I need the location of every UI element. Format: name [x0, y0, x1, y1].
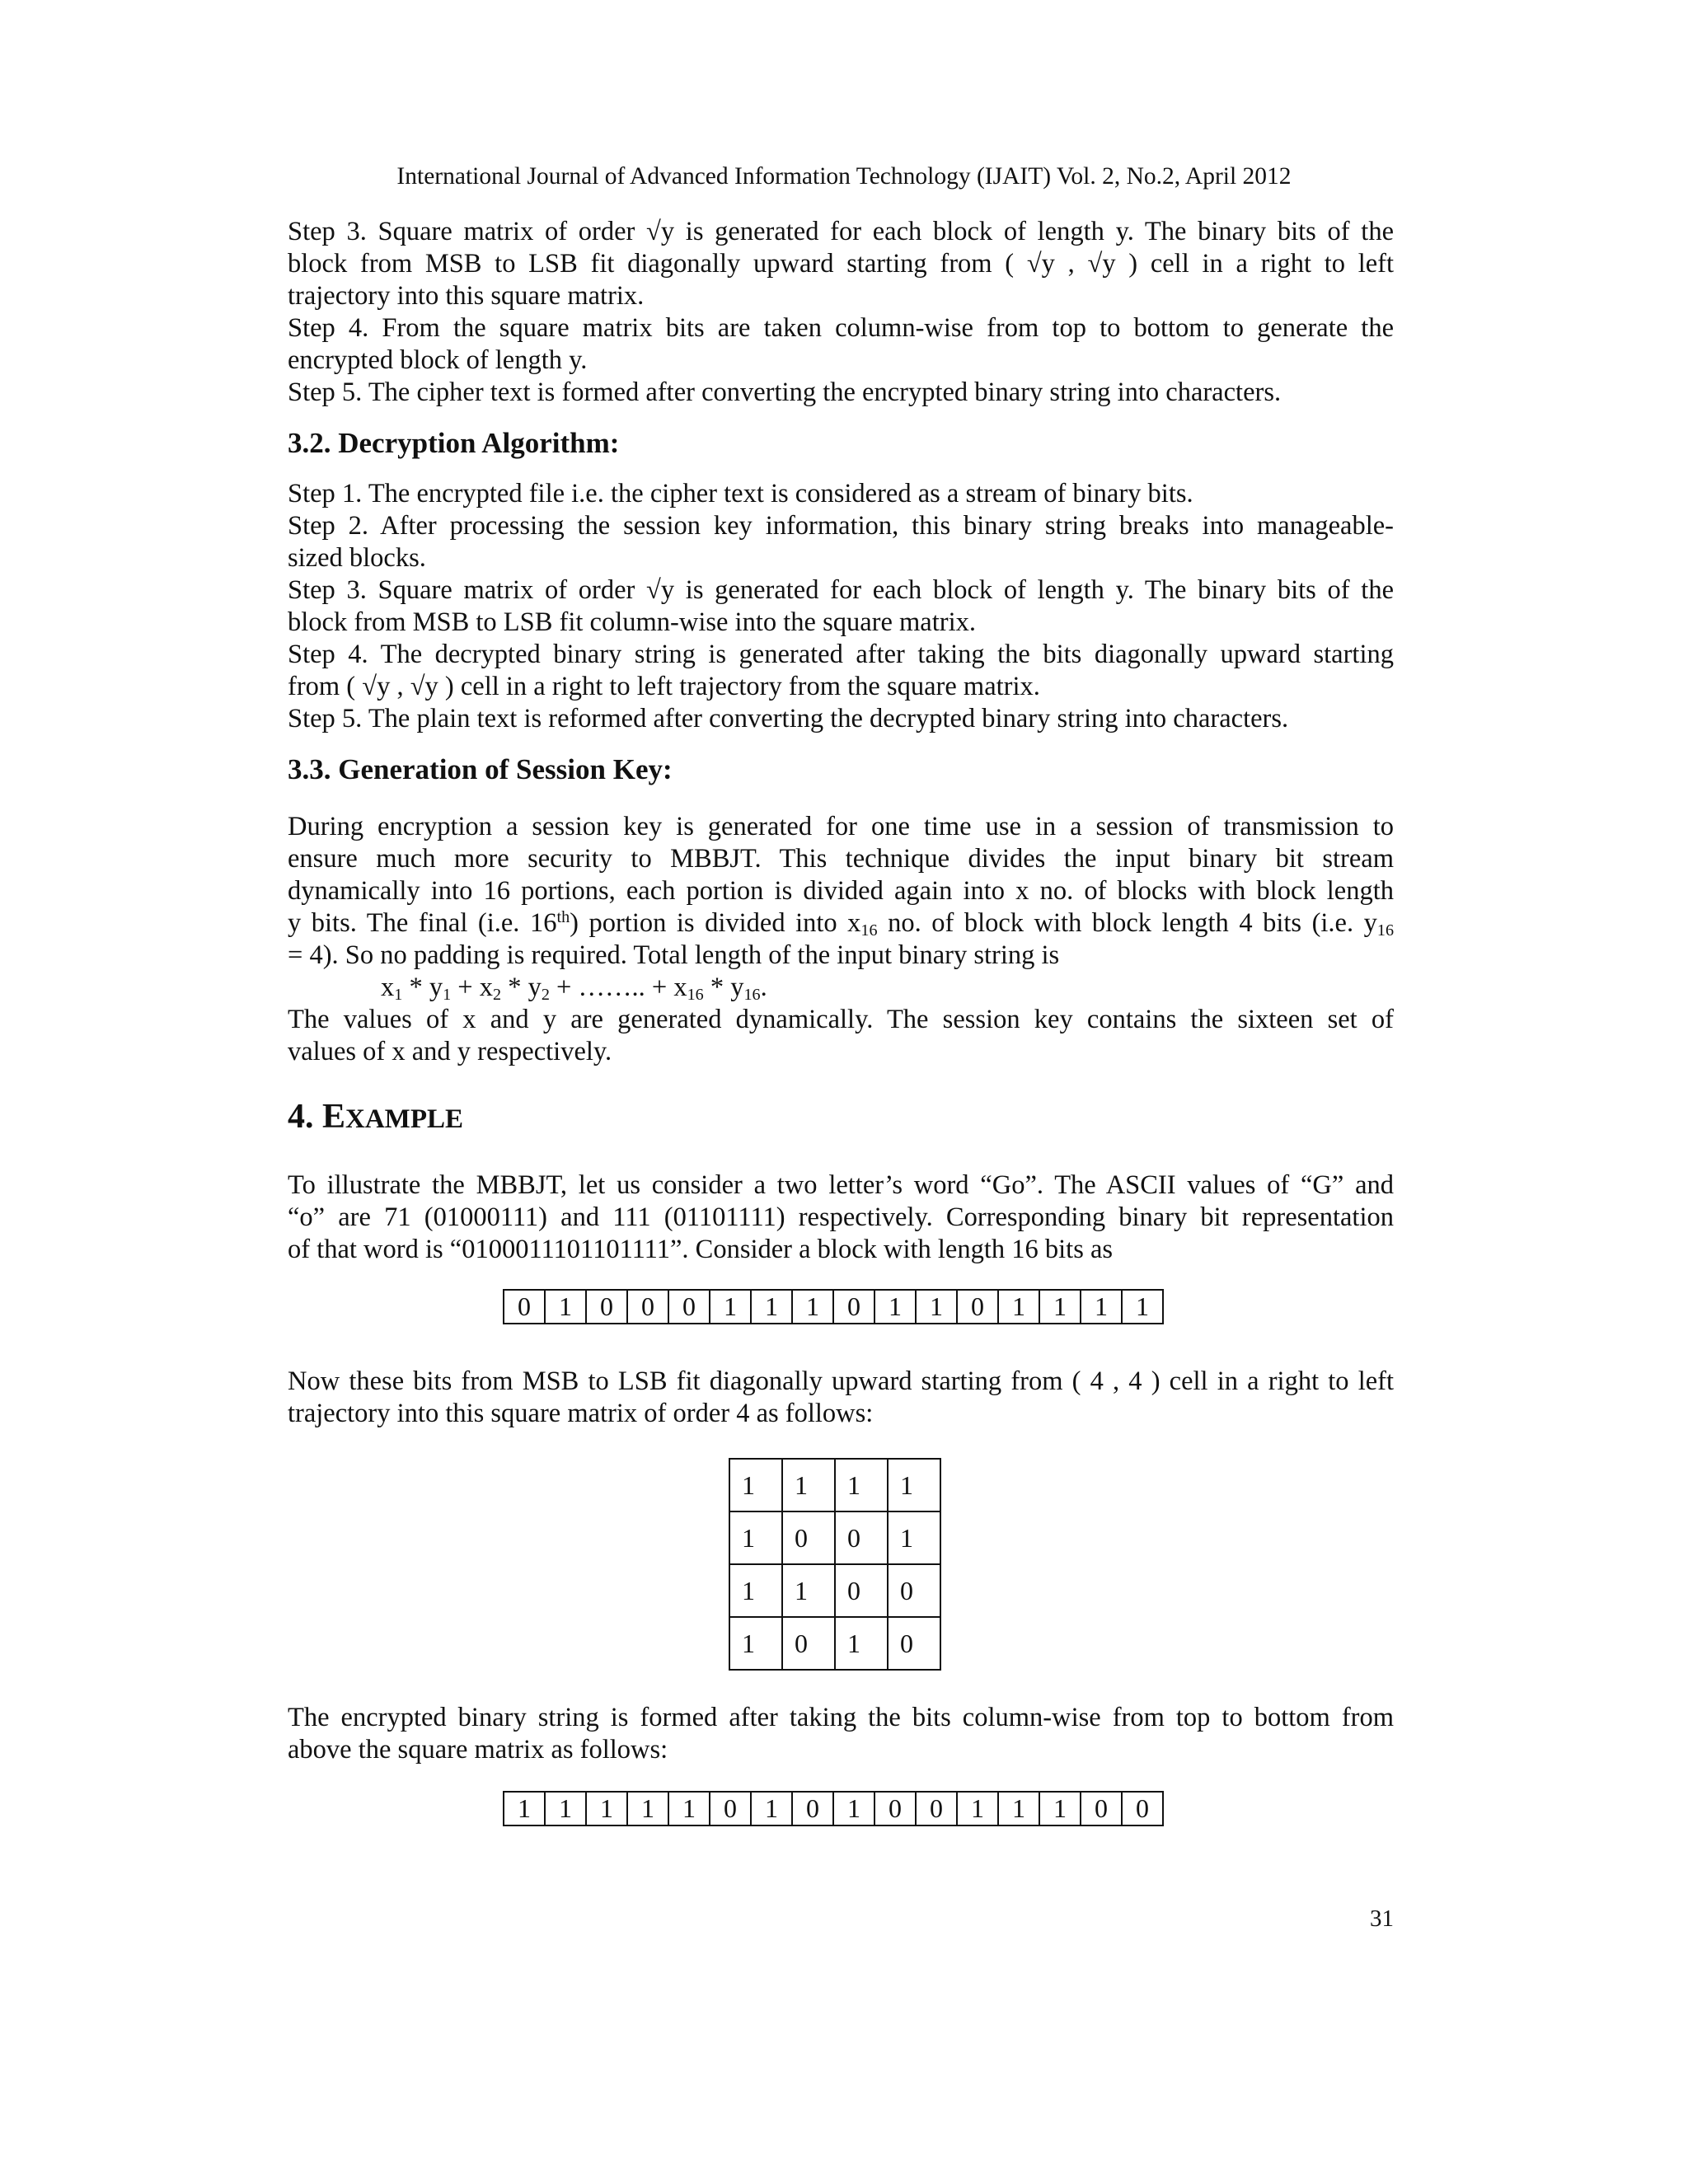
bit-cell: 1	[710, 1290, 751, 1324]
example-line5: trajectory into this square matrix of order 4 as follows:	[288, 1399, 874, 1428]
session-key-line6: The values of x and y are generated dynamically. The session key contains the sixteen set of	[288, 1005, 1394, 1034]
enc-step4-line2: encrypted block of length y.	[288, 345, 588, 375]
dec-step3-line1: Step 3. Square matrix of order √y is generated for each block of length y. The binary bits of the	[288, 575, 1394, 605]
bit-cell: 1	[545, 1792, 586, 1825]
matrix-row	[729, 1459, 940, 1511]
section-3-2-heading: 3.2. Decryption Algorithm:	[288, 427, 620, 459]
bit-cell: 0	[833, 1290, 874, 1324]
enc-step3-line2: block from MSB to LSB fit diagonally upward starting from ( √y , √y ) cell in a right to left	[288, 249, 1394, 279]
bit-cell: 0	[627, 1290, 668, 1324]
matrix-cell: 1	[888, 1459, 940, 1511]
matrix-row	[729, 1511, 940, 1564]
matrix-cell: 1	[782, 1564, 835, 1617]
bit-cell: 0	[504, 1290, 545, 1324]
matrix-cell: 0	[782, 1617, 835, 1670]
bit-cell: 1	[1039, 1290, 1081, 1324]
matrix-cell: 1	[729, 1459, 782, 1511]
matrix-cell: 0	[888, 1617, 940, 1670]
bit-cell: 0	[668, 1290, 710, 1324]
matrix-cell: 1	[729, 1564, 782, 1617]
bit-cell: 1	[998, 1792, 1039, 1825]
bit-cell: 1	[1081, 1290, 1122, 1324]
encrypted-bits-table	[503, 1791, 1164, 1826]
page-content	[288, 216, 1394, 1826]
example-line7: above the square matrix as follows:	[288, 1735, 668, 1765]
matrix-cell: 0	[835, 1511, 888, 1564]
session-key-line3: dynamically into 16 portions, each portion is divided again into x no. of blocks with block length	[288, 876, 1394, 906]
bit-cell: 1	[833, 1792, 874, 1825]
dec-step4-line1: Step 4. The decrypted binary string is generated after taking the bits diagonally upward starting	[288, 640, 1394, 669]
bit-cell: 0	[586, 1290, 627, 1324]
example-line2: “o” are 71 (01000111) and 111 (01101111) respectively. Corresponding binary bit representation	[288, 1202, 1394, 1232]
example-line3: of that word is “0100011101101111”. Consider a block with length 16 bits as	[288, 1235, 1114, 1264]
bit-cell: 1	[916, 1290, 957, 1324]
bit-cell: 0	[957, 1290, 998, 1324]
dec-step1: Step 1. The encrypted file i.e. the cipher text is considered as a stream of binary bits.	[288, 479, 1193, 509]
enc-step3-line3: trajectory into this square matrix.	[288, 281, 645, 311]
section-3-3-heading: 3.3. Generation of Session Key:	[288, 753, 673, 785]
matrix-cell: 0	[888, 1564, 940, 1617]
bit-cell: 1	[751, 1792, 792, 1825]
matrix-cell: 1	[835, 1459, 888, 1511]
bit-cell: 0	[792, 1792, 833, 1825]
example-line4: Now these bits from MSB to LSB fit diagonally upward starting from ( 4 , 4 ) cell in a right to left	[288, 1366, 1394, 1396]
session-key-line1: During encryption a session key is generated for one time use in a session of transmission to	[288, 812, 1394, 841]
dec-step3-line2: block from MSB to LSB fit column-wise into the square matrix.	[288, 607, 976, 637]
dec-step2-line1: Step 2. After processing the session key information, this binary string breaks into manageable-	[288, 511, 1394, 541]
enc-step4-line1: Step 4. From the square matrix bits are taken column-wise from top to bottom to generate the	[288, 313, 1394, 343]
session-key-line5: = 4). So no padding is required. Total length of the input binary string is	[288, 940, 1060, 970]
bit-cell: 1	[957, 1792, 998, 1825]
bit-cell: 1	[627, 1792, 668, 1825]
page-number: 31	[1370, 1905, 1394, 1932]
section-4-heading: 4. EXAMPLE	[288, 1098, 464, 1136]
bit-cell: 1	[504, 1792, 545, 1825]
bit-cell: 0	[1081, 1792, 1122, 1825]
bit-cell: 1	[792, 1290, 833, 1324]
matrix-cell: 1	[835, 1617, 888, 1670]
example-line6: The encrypted binary string is formed after taking the bits column-wise from top to bottom from	[288, 1703, 1394, 1732]
enc-step5-line1: Step 5. The cipher text is formed after converting the encrypted binary string into characters.	[288, 377, 1282, 407]
bit-cell: 1	[751, 1290, 792, 1324]
enc-step3-line1: Step 3. Square matrix of order √y is generated for each block of length y. The binary bits of the	[288, 217, 1394, 246]
input-bits-table	[503, 1289, 1164, 1324]
matrix-cell: 1	[782, 1459, 835, 1511]
bit-cell: 0	[1122, 1792, 1163, 1825]
bit-cell: 0	[710, 1792, 751, 1825]
matrix-row	[729, 1617, 940, 1670]
matrix-cell: 1	[729, 1617, 782, 1670]
bit-cell: 1	[1039, 1792, 1081, 1825]
bit-cell: 1	[874, 1290, 916, 1324]
matrix-cell: 1	[888, 1511, 940, 1564]
bit-cell: 0	[874, 1792, 916, 1825]
matrix-row	[729, 1564, 940, 1617]
matrix-cell: 0	[835, 1564, 888, 1617]
bit-cell: 1	[998, 1290, 1039, 1324]
dec-step5: Step 5. The plain text is reformed after converting the decrypted binary string into characters.	[288, 704, 1289, 733]
square-matrix-table	[729, 1458, 941, 1671]
bit-cell: 1	[1122, 1290, 1163, 1324]
dec-step2-line2: sized blocks.	[288, 543, 426, 573]
bit-cell: 0	[916, 1792, 957, 1825]
session-key-line7: values of x and y respectively.	[288, 1037, 612, 1066]
session-key-line2: ensure much more security to MBBJT. This technique divides the input binary bit stream	[288, 844, 1394, 874]
matrix-cell: 1	[729, 1511, 782, 1564]
session-key-line4: y bits. The final (i.e. 16th) portion is divided into $x_{16}$ no. of block with block length 4 bits (i.e. $y_{16}$	[288, 907, 1395, 940]
matrix-cell: 0	[782, 1511, 835, 1564]
example-line1: To illustrate the MBBJT, let us consider a two letter’s word “Go”. The ASCII values of “G” and	[288, 1170, 1394, 1200]
bit-cell: 1	[668, 1792, 710, 1825]
bit-cell: 1	[545, 1290, 586, 1324]
length-formula: $x_1 * y_1 + x_2 * y_2$ + …….. + $x_{16} * y_{16}$.	[381, 972, 767, 1005]
dec-step4-line2: from ( √y , √y ) cell in a right to left trajectory from the square matrix.	[288, 672, 1040, 701]
bit-cell: 1	[586, 1792, 627, 1825]
running-header: International Journal of Advanced Information Technology (IJAIT) Vol. 2, No.2, April 2012	[396, 163, 1292, 190]
